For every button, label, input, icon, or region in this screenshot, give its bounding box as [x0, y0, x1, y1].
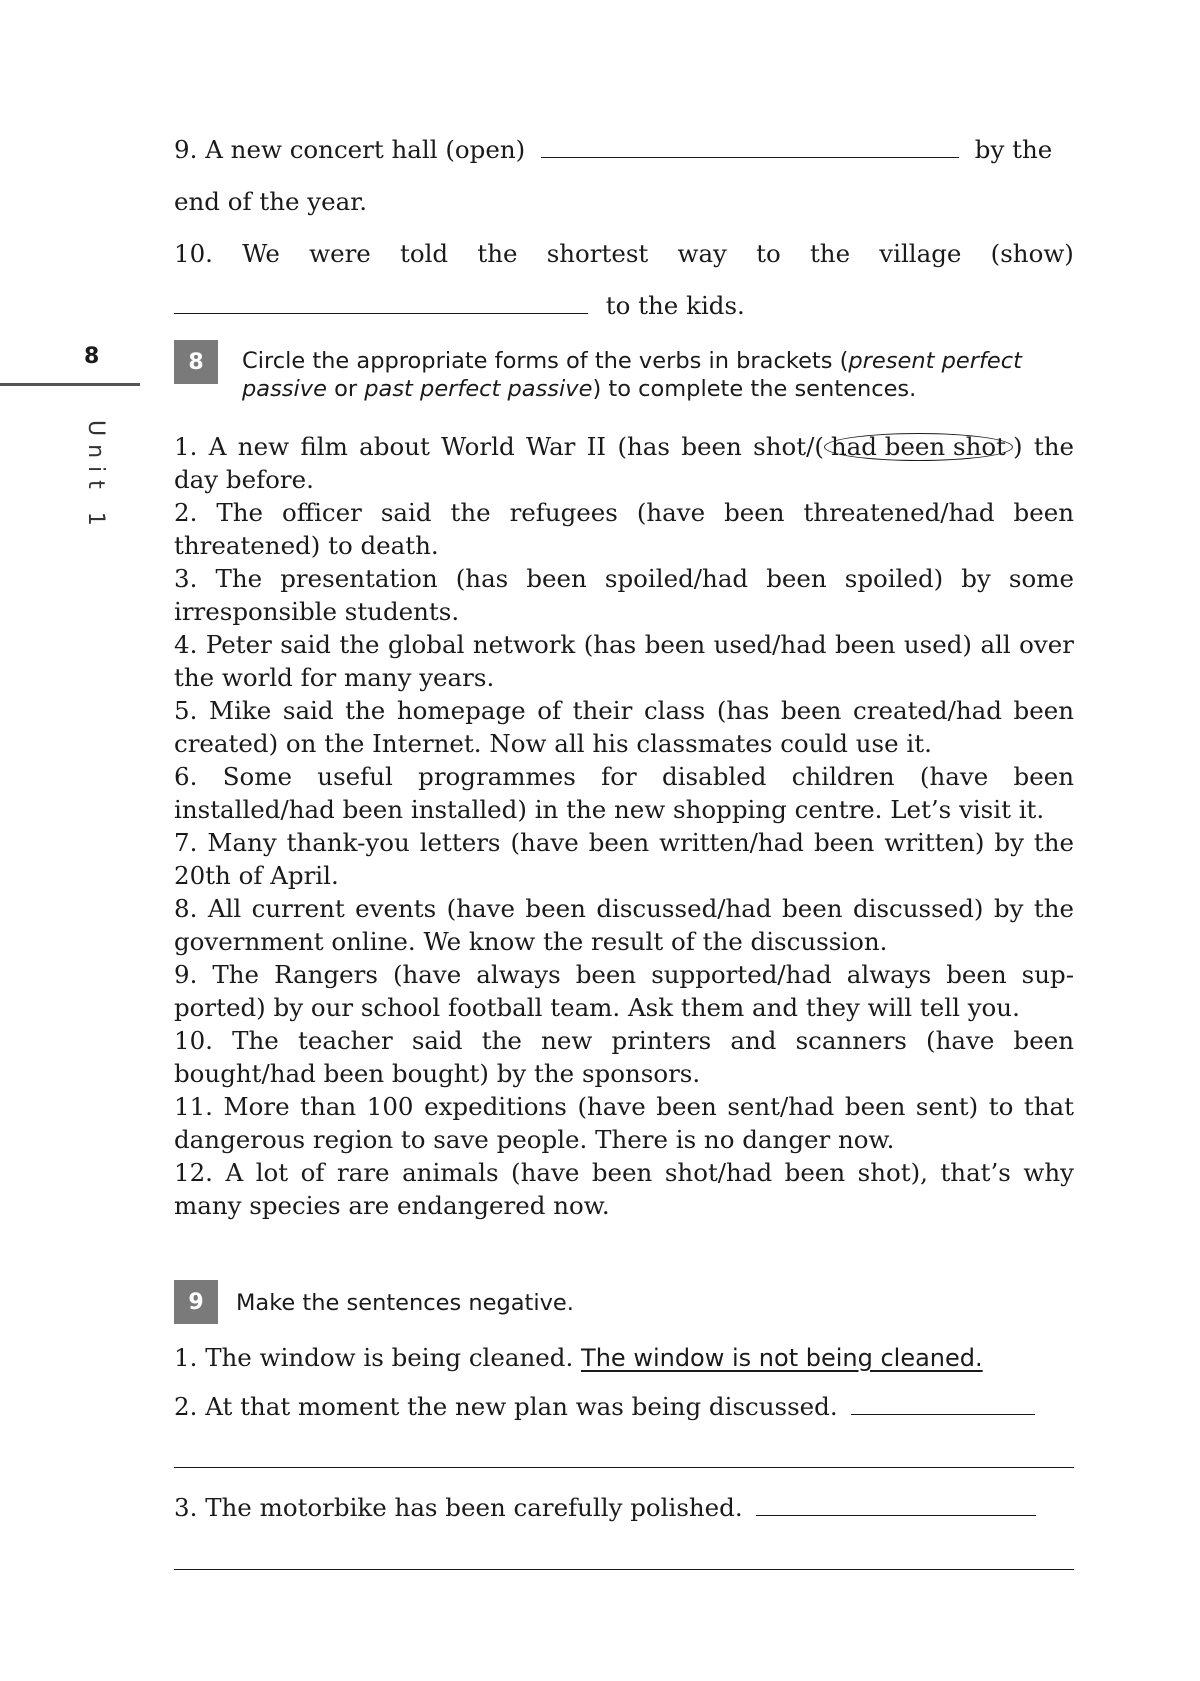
list-item: 7. Many thank-you letters (have been written/had been written) by the 20th of April. [174, 828, 1075, 890]
page-number-rule [0, 383, 140, 386]
exercise-8-instruction: Circle the appropriate forms of the verbs in brackets (present perfect passive or past perfect passive) to complete the sentences. [242, 348, 1022, 402]
answer-blank[interactable] [851, 1414, 1035, 1415]
handwritten-answer[interactable]: The window is not being cleaned. [581, 1344, 983, 1372]
word: the [477, 239, 518, 268]
list-item: 4. Peter said the global network (has been used/had been used) all over the world for many years. [174, 630, 1074, 692]
continuation-text: to the kids. [605, 291, 745, 320]
item-number: 9. [174, 135, 198, 164]
list-item: 1. A new film about World War II (has been shot/( had been shot ) the day before. [174, 432, 1074, 494]
answer-blank[interactable] [541, 157, 959, 158]
answer-blank[interactable] [756, 1515, 1036, 1516]
item-9-line [174, 135, 1074, 171]
list-item: 8. All current events (have been discussed/had been discussed) by the government online. We know the result of the discussion. [174, 894, 1074, 956]
word: way [677, 239, 727, 268]
list-item: 6. Some useful programmes for disabled children (have been installed/had been installed) in the new shopping centre. Let’s visit it. [174, 762, 1074, 824]
list-item: 10. The teacher said the new printers and scanners (have been bought/had been bought) by the sponsors. [174, 1026, 1074, 1088]
word: (show) [990, 239, 1074, 268]
item-number: 10. [174, 239, 213, 268]
ex9-item-2: 2. At that moment the new plan was being discussed. [174, 1392, 1074, 1428]
item-10-continuation [174, 291, 1074, 327]
word: village [879, 239, 962, 268]
word: the [809, 239, 851, 268]
exercise-9-instruction: Make the sentences negative. [236, 1290, 574, 1316]
list-item: 11. More than 100 expeditions (have been sent/had been sent) to that dangerous region to save people. There is no danger now. [174, 1092, 1074, 1154]
ex9-item-1: 1. The window is being cleaned. The window is not being cleaned. [174, 1343, 983, 1372]
list-item: 12. A lot of rare animals (have been shot/had been shot), that’s why many species are endangered now. [174, 1158, 1074, 1220]
word: shortest [546, 239, 649, 268]
answer-line[interactable] [174, 1467, 1074, 1468]
item-text: A new concert hall (open) [205, 135, 526, 164]
unit-label: Unit 1 [83, 420, 108, 534]
word: told [400, 239, 449, 268]
ex9-item-3: 3. The motorbike has been carefully polished. [174, 1493, 1074, 1529]
item-9-continuation [174, 187, 1074, 223]
word: We [242, 239, 280, 268]
word: were [309, 239, 371, 268]
exercise-8-badge: 8 [174, 340, 218, 384]
list-item: 9. The Rangers (have always been supported/had always been sup-ported) by our school football team. Ask them and they will tell you. [174, 960, 1074, 1022]
continuation-text: end of the year. [174, 187, 368, 216]
page-number: 8 [84, 344, 100, 369]
answer-line[interactable] [174, 1569, 1074, 1570]
list-item: 3. The presentation (has been spoiled/had been spoiled) by some irresponsible students. [174, 564, 1074, 626]
item-text-after: by the [974, 135, 1053, 164]
word: to [756, 239, 781, 268]
list-item: 2. The officer said the refugees (have been threatened/had been threatened) to death. [174, 498, 1074, 560]
exercise-9-badge: 9 [174, 1280, 218, 1324]
list-item: 5. Mike said the homepage of their class (has been created/had been created) on the Internet. Now all his classmates could use it. [174, 696, 1074, 758]
item-10-line [174, 239, 1074, 275]
answer-blank[interactable] [174, 313, 588, 314]
exercise-8-list [174, 430, 1074, 1222]
circled-answer[interactable]: had been shot [824, 433, 1013, 461]
